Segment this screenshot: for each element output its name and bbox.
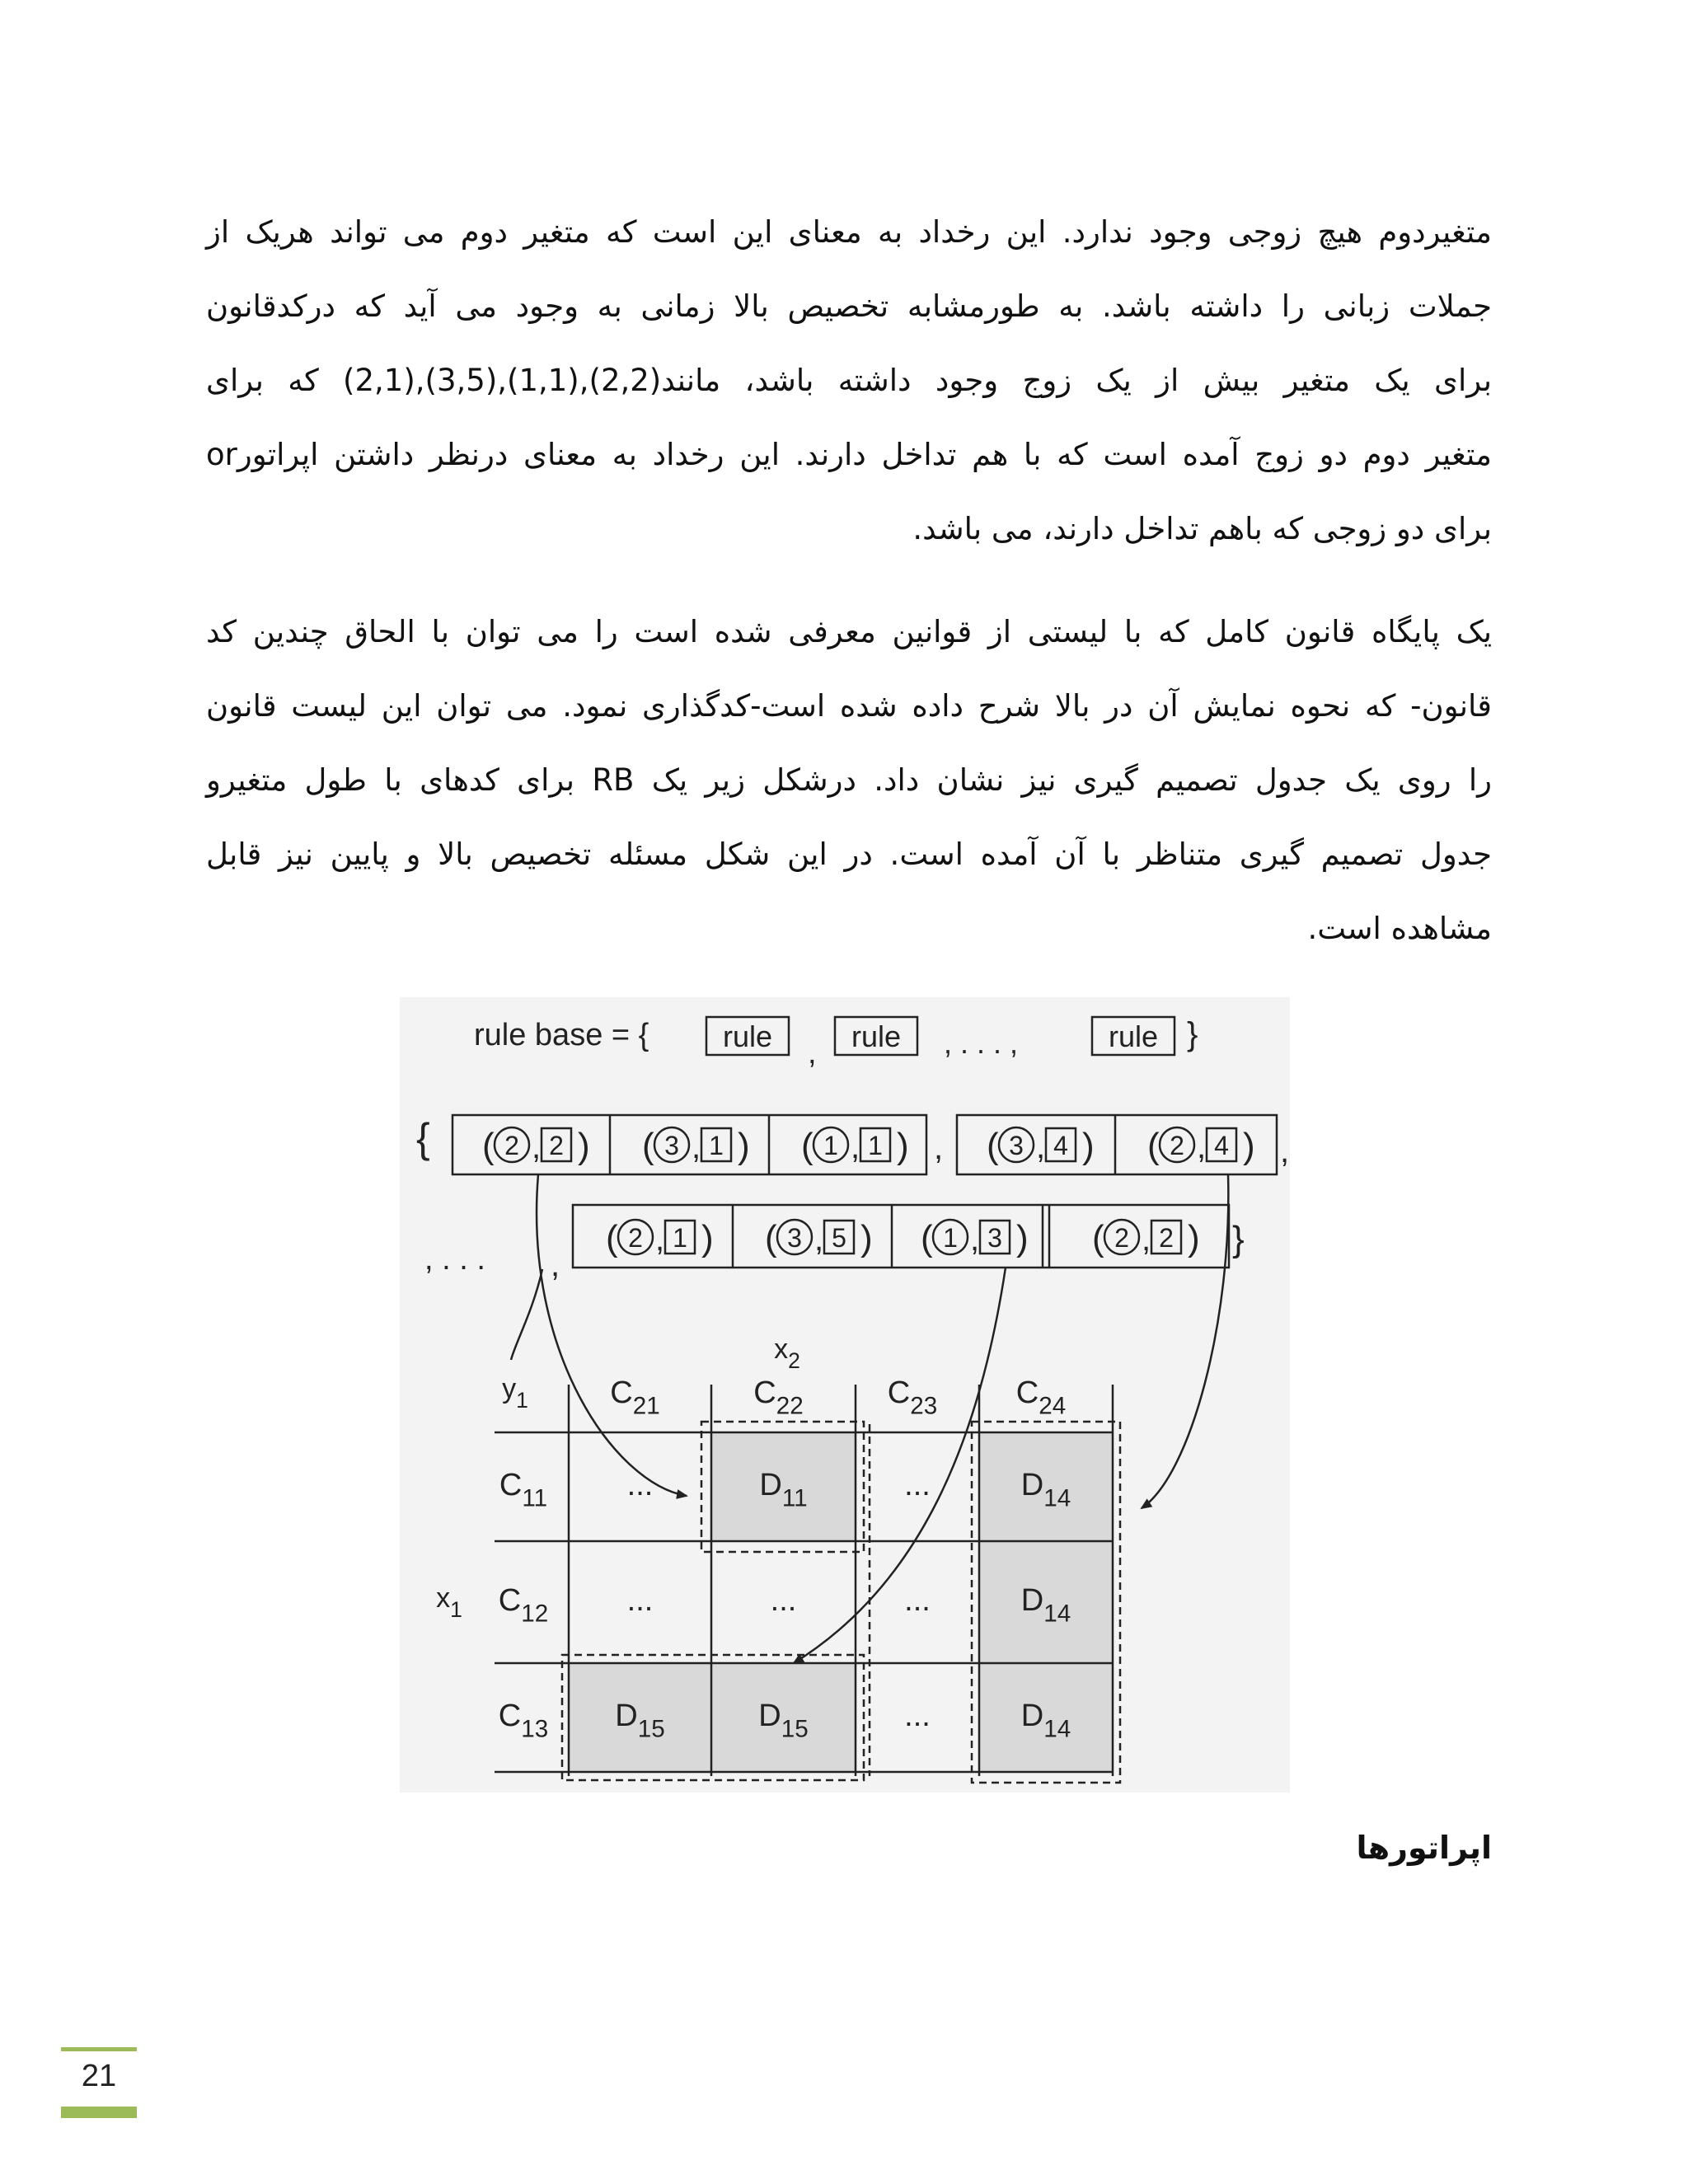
rule-base-label: rule base = { <box>474 1018 649 1052</box>
table-cell: ... <box>904 1699 931 1733</box>
row1-pair-paren: ) <box>1082 1126 1095 1166</box>
comma: , <box>532 1129 542 1165</box>
row2-pair-paren: ( <box>1092 1218 1104 1258</box>
circled-number: 3 <box>787 1223 802 1253</box>
paragraph-line: برای دو زوجی که باهم تداخل دارند، می باشد. <box>912 511 1492 546</box>
rule-label: rule <box>1108 1019 1159 1053</box>
comma: , <box>814 1221 824 1258</box>
table-cell: ... <box>626 1468 654 1502</box>
row1-pair-paren: ) <box>578 1126 590 1166</box>
row2-pair-paren: ) <box>1188 1218 1200 1258</box>
page-number-bottom-bar <box>61 2107 137 2118</box>
circled-number: 2 <box>628 1223 643 1253</box>
circled-number: 2 <box>1114 1223 1129 1253</box>
row-header: $C_{13}$ <box>498 1699 549 1743</box>
row2-pair-paren: ( <box>765 1218 777 1258</box>
paragraph-1 <box>206 195 1492 566</box>
table-cell: ... <box>626 1583 654 1618</box>
rule-base-close-brace: } <box>1187 1016 1198 1052</box>
row2-pair-paren: ) <box>701 1218 714 1258</box>
paragraph-line: یک پایگاه قانون کامل که با لیستی از قوانین معرفی شده است را می توان با الحاق چندین کد <box>206 614 1492 649</box>
paragraph-line: جدول تصمیم گیری متناظر با آن آمده است. در این شکل مسئله تخصیص بالا و پایین نیز قابل <box>206 837 1492 872</box>
rule-ellipsis: , . . . , <box>944 1026 1019 1060</box>
boxed-number: 2 <box>1159 1223 1174 1253</box>
table-cell: ... <box>904 1583 931 1618</box>
table-cell: ... <box>770 1583 797 1618</box>
table-cell: ... <box>904 1468 931 1502</box>
comma: , <box>808 1036 817 1071</box>
rule-label: rule <box>722 1019 773 1053</box>
comma: , <box>1197 1129 1207 1165</box>
boxed-number: 1 <box>673 1223 687 1253</box>
comma: , <box>1036 1129 1046 1165</box>
y1-label: $y_1$ <box>502 1373 528 1413</box>
row1-pair-paren: ) <box>1243 1126 1255 1166</box>
circled-number: 3 <box>1009 1131 1024 1160</box>
boxed-number: 4 <box>1053 1131 1068 1160</box>
circled-number: 2 <box>1170 1131 1184 1160</box>
paragraph-line: قانون- که نحوه نمایش آن در بالا شرح داده شده است-کدگذاری نمود. می توان این لیست قانون <box>206 688 1492 724</box>
circled-number: 3 <box>664 1131 679 1160</box>
row2-ellipsis: , . . . <box>424 1242 485 1277</box>
table-cell: $D_{14}$ <box>1020 1583 1071 1628</box>
row-header: $C_{12}$ <box>498 1583 549 1628</box>
boxed-number: 2 <box>549 1131 564 1160</box>
comma: , <box>1142 1221 1151 1258</box>
row2-pair-paren: ( <box>606 1218 618 1258</box>
comma: , <box>970 1221 980 1258</box>
x2-label: $x_2$ <box>774 1333 800 1373</box>
circled-number: 1 <box>823 1131 838 1160</box>
comma: , <box>851 1129 860 1165</box>
circled-number: 2 <box>504 1131 519 1160</box>
comma: , <box>934 1130 944 1166</box>
column-header: $C_{21}$ <box>610 1376 660 1420</box>
paragraph-line: متغیر دوم دو زوج آمده است که با هم تداخل دارند. این رخداد به معنای درنظر داشتن اپراتورor <box>206 437 1492 472</box>
paragraph-line: را روی یک جدول تصمیم گیری نیز نشان داد. درشکل زیر یک RB برای کدهای با طول متغیرو <box>206 762 1492 798</box>
open-brace: { <box>416 1115 430 1161</box>
page-number: 21 <box>81 2059 117 2093</box>
boxed-number: 3 <box>987 1223 1002 1253</box>
comma: , <box>692 1129 701 1165</box>
comma: , <box>551 1247 560 1283</box>
row-header: $C_{11}$ <box>499 1468 548 1512</box>
row1-pair-paren: ( <box>801 1126 814 1166</box>
table-cell: $D_{14}$ <box>1020 1699 1071 1743</box>
paragraph-2 <box>206 595 1492 966</box>
paragraph-line: متغیردوم هیچ زوجی وجود ندارد. این رخداد به معنای این است که متغیر دوم می تواند هریک از <box>206 214 1492 250</box>
paragraph-line: برای یک متغیر بیش از یک زوج وجود داشته باشد، مانند(2,2),(1,1),(3,5),(2,1) که برای <box>206 363 1492 398</box>
comma: , <box>1280 1133 1290 1169</box>
comma: , <box>655 1221 665 1258</box>
circled-number: 1 <box>943 1223 958 1253</box>
rule-base-diagram <box>400 997 1290 1793</box>
x1-label: $x_1$ <box>436 1582 462 1622</box>
row1-pair-paren: ( <box>1147 1126 1160 1166</box>
column-header: $C_{24}$ <box>1015 1376 1067 1420</box>
table-cell: $D_{15}$ <box>758 1699 809 1743</box>
row2-pair-paren: ) <box>1016 1218 1029 1258</box>
boxed-number: 4 <box>1214 1131 1229 1160</box>
row1-pair-paren: ( <box>987 1126 999 1166</box>
close-brace: } <box>1232 1219 1245 1259</box>
column-header: $C_{23}$ <box>887 1376 938 1420</box>
table-cell: $D_{11}$ <box>759 1468 808 1512</box>
section-heading: اپراتورها <box>1356 1830 1492 1866</box>
boxed-number: 5 <box>832 1223 846 1253</box>
row1-pair-paren: ( <box>482 1126 495 1166</box>
column-header: $C_{22}$ <box>753 1376 804 1420</box>
table-cell: $D_{15}$ <box>615 1699 665 1743</box>
paragraph-line: مشاهده است. <box>1307 911 1492 946</box>
row1-pair-paren: ) <box>738 1126 750 1166</box>
boxed-number: 1 <box>868 1131 883 1160</box>
page-number-top-bar <box>61 2047 137 2051</box>
row1-pair-paren: ( <box>642 1126 654 1166</box>
boxed-number: 1 <box>709 1131 724 1160</box>
paragraph-line: جملات زبانی را داشته باشد. به طورمشابه تخصیص بالا زمانی به وجود می آید که درکدقانون <box>206 288 1492 324</box>
row2-pair-paren: ( <box>921 1218 933 1258</box>
row2-pair-paren: ) <box>860 1218 873 1258</box>
rule-base-figure <box>400 997 1290 1793</box>
row1-pair-paren: ) <box>897 1126 909 1166</box>
rule-label: rule <box>851 1019 902 1053</box>
table-cell: $D_{14}$ <box>1020 1468 1071 1512</box>
